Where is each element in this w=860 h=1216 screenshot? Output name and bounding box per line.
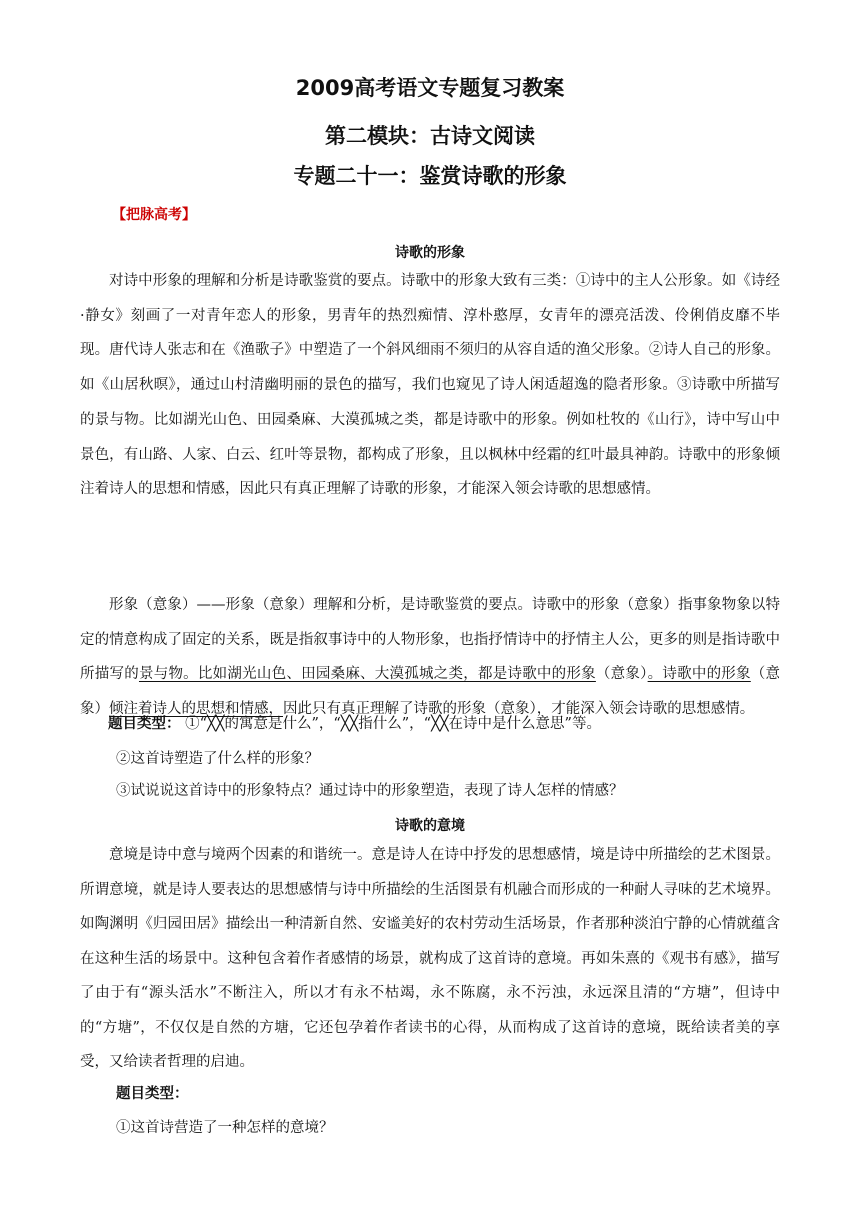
- paragraph-mood: 意境是诗中意与境两个因素的和谐统一。意是诗人在诗中抒发的思想感情，境是诗中所描绘的艺术图景。所谓意境，就是诗人要表达的思想感情与诗中所描绘的生活图景有机融合而形成的一种耐人寻味的艺术境界。如陶渊明《归园田居》描绘出一种清新自然、安谧美好的农村劳动生活场景，作者那种淡泊宁静的心情就蕴含在这种生活的场景中。这种包含着作者感情的场景，就构成了这首诗的意境。再如朱熹的《观书有感》，描写了由于有“源头活水”不断注入，所以才有永不枯竭，永不陈腐，永不污浊，永远深且清的“方塘”，但诗中的“方塘”，不仅仅是自然的方塘，它还包孕着作者读书的心得，从而构成了这首诗的意境，既给读者美的享受，又给读者哲理的启迪。: [80, 847, 780, 1070]
- question-item: ②这首诗塑造了什么样的形象？: [116, 751, 319, 767]
- module-heading: 第二模块：古诗文阅读: [325, 124, 535, 148]
- question-type-label: 题目类型：: [108, 716, 181, 732]
- section-heading-image: 诗歌的形象: [395, 245, 465, 261]
- underlined-text: 景与物。比如湖光山色、田园桑麻、大漠孤城之类，都是诗歌中的形象: [138, 666, 596, 682]
- section-heading-mood: 诗歌的意境: [395, 818, 465, 834]
- text-run: 形象（意象）——形象（意象）理解和分析，是诗歌鉴赏的要点。诗歌中的形象（意象）指事象物象以特定的情意构成了固定的关系，既是指叙事诗中的人物形象，也指抒情诗中的抒情主人公，更多的则是指诗歌中所描写的: [80, 597, 780, 682]
- paragraph-image-definition: [80, 588, 780, 726]
- document-title: 2009高考语文专题复习教案: [295, 76, 565, 100]
- question-type-line: [108, 712, 601, 733]
- text-run: （意象）: [595, 666, 648, 682]
- question-item: ③试说说这首诗中的形象特点？通过诗中的形象塑造，表现了诗人怎样的情感？: [116, 783, 624, 799]
- section-tag: 【把脉高考】: [112, 207, 196, 223]
- question-item: ①这首诗营造了一种怎样的意境？: [116, 1120, 334, 1136]
- underlined-text: 倾注着诗人的思想和情感，: [109, 700, 283, 717]
- question-type-label: 题目类型：: [116, 1086, 189, 1102]
- paragraph-image-types: 对诗中形象的理解和分析是诗歌鉴赏的要点。诗歌中的形象大致有三类：①诗中的主人公形象。如《诗经·静女》刻画了一对青年恋人的形象，男青年的热烈痴情、淳朴憨厚，女青年的漂亮活泼、伶俐俏皮靡不毕现。唐代诗人张志和在《渔歌子》中塑造了一个斜风细雨不须归的从容自适的渔父形象。②诗人自己的形象。如《山居秋暝》，通过山村清幽明丽的景色的描写，我们也窥见了诗人闲适超逸的隐者形象。③诗歌中所描写的景与物。比如湖光山色、田园桑麻、大漠孤城之类，都是诗歌中的形象。例如杜牧的《山行》，诗中写山中景色，有山路、人家、白云、红叶等景物，都构成了形象，且以枫林中经霜的红叶最具神韵。诗歌中的形象倾注着诗人的思想和情感，因此只有真正理解了诗歌的形象，才能深入领会诗歌的思想感情。: [80, 273, 780, 498]
- question-item: ①“╳╳的寓意是什么”，“╳╳指什么”，“╳╳在诗中是什么意思”等。: [185, 716, 601, 732]
- underlined-text: 。诗歌中的形象: [647, 666, 751, 682]
- text-run: 因此只有真正理解了诗歌的形象（意象），才能深入领会诗歌的思想感情。: [283, 700, 755, 717]
- topic-heading: 专题二十一：鉴赏诗歌的形象: [293, 164, 567, 188]
- text-run: （意象）: [80, 666, 781, 717]
